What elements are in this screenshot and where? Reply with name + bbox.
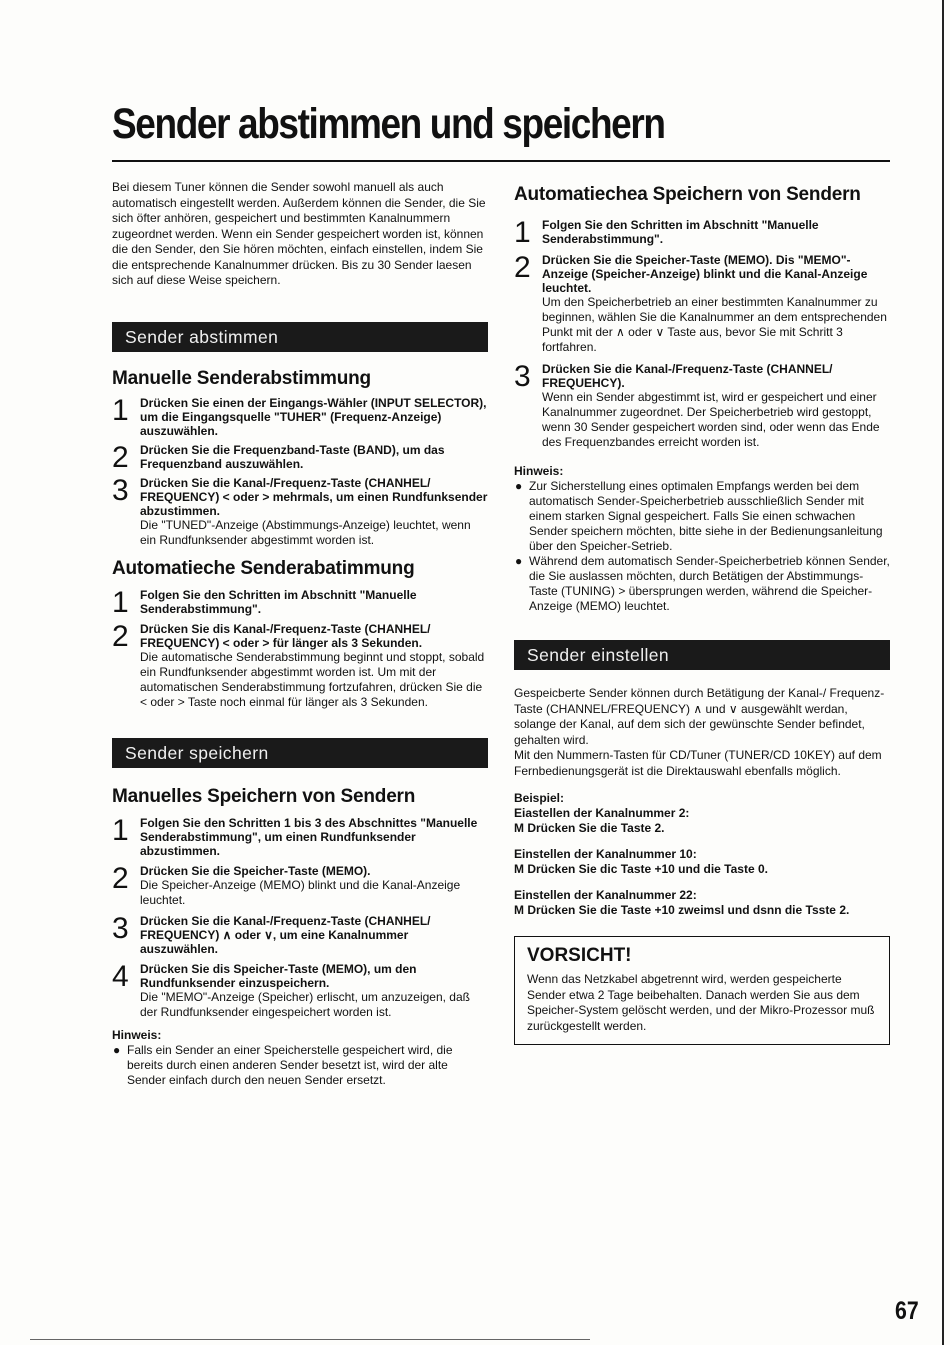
step	[514, 253, 890, 355]
step	[112, 619, 488, 710]
step-instruction: Drücken Sie dis Speicher-Taste (MEMO), um den Rundfunksender einzuspeichern.	[140, 961, 417, 990]
step	[112, 440, 488, 474]
step-number: 2	[112, 861, 129, 895]
step-instruction: Drücken Sie die Frequenzband-Taste (BAND), um das Frequenzband auszuwählen.	[140, 442, 445, 471]
step-number: 1	[514, 216, 531, 249]
bullet-text: Während dem automatisch Sender-Speicherbetrieb können Sender, die Sie auslassen möchten, durch Betätigen der Abstimmungs-Taste (TUNING) > übersprungen werden, während die Speicher-Anzeige (MEMO) leuchtet.	[529, 554, 890, 613]
step-description: Wenn ein Sender abgestimmt ist, wird er gespeichert und einer Kanalnummer zugeordnet. Der Speicherbetrieb wird gestoppt, wenn 30 Sender gespeichert worden sind, oder wenn das Ende des Frequenzbandes erreicht worden ist.	[542, 390, 880, 449]
hinweis-title: Hinweis:	[514, 464, 564, 478]
hinweis-bullet	[514, 554, 890, 614]
step	[514, 216, 890, 249]
beispiel-item	[514, 847, 890, 877]
heading-automatisches-speichern: Automatiechea Speichern von Sendern	[514, 184, 861, 205]
step-number: 3	[112, 473, 129, 507]
step	[514, 362, 890, 450]
step	[112, 585, 488, 619]
section-banner-sender-abstimmen: Sender abstimmen	[112, 322, 488, 352]
bullet-text: Zur Sicherstellung eines optimalen Empfangs werden bei dem automatisch Sender-Speicherbetrieb ausschließlich Sender mit einem starken Signal gespeichert. Falls Sie einen schwachen Sender speichern möchten, bitte siehe in der Bedienungsanleitung über den Speicher-Setrieb.	[529, 479, 883, 553]
heading-manuelles-speichern: Manuelles Speichern von Sendern	[112, 785, 416, 807]
beispiel-action: M Drücken Sie die Taste +10 zweimsl und dsnn die Tsste 2.	[514, 903, 850, 917]
bullet-icon: ●	[515, 479, 523, 493]
beispiel-action: M Drücken Sie die Taste 2.	[514, 821, 665, 835]
vorsicht-text: Wenn das Netzkabel abgetrennt wird, werden gespeicherte Sender etwa 2 Tage beibehalten. Danach werden Sie aus dem Speicher-System gelöscht werden, und der Mikro-Prozessor muß zurückgestellt werden.	[527, 972, 875, 1033]
left-column	[112, 180, 488, 1088]
bullet-icon: ●	[113, 1042, 121, 1057]
hinweis-bullet	[514, 479, 890, 554]
step	[112, 861, 488, 908]
page-number: 67	[895, 1297, 919, 1325]
vorsicht-box	[514, 936, 890, 1045]
step-number: 2	[112, 619, 129, 653]
step-instruction: Drücken Sie dis Kanal-/Frequenz-Taste (CHANHEL/ FREQUENCY) < oder > für länger als 3 Sekunden.	[140, 621, 431, 650]
vorsicht-title: VORSICHT!	[527, 945, 632, 966]
einstellen-paragraph: Gespeicberte Sender können durch Betätigung der Kanal-/ Frequenz-Taste (CHANNEL/FREQUENCY) ∧ und ∨ ausgewählt werdan, solange der Kanal, auf dem sich der gewünschte Sender befindet, gehalten wird.	[514, 686, 885, 747]
beispiel-heading: Eiastellen der Kanalnummer 2:	[514, 806, 690, 820]
step	[112, 959, 488, 1020]
beispiel-item	[514, 888, 890, 918]
beispiel-heading: Einstellen der Kanalnummer 22:	[514, 888, 697, 902]
section-banner-sender-speichern: Sender speichern	[112, 738, 488, 768]
heading-manuelle-senderabstimmung: Manuelle Senderabstimmung	[112, 367, 371, 389]
hinweis-title: Hinweis:	[112, 1027, 162, 1042]
step-number: 1	[112, 393, 129, 427]
page-edge-line	[942, 0, 944, 1345]
step-number: 2	[112, 440, 129, 474]
step-number: 1	[112, 813, 129, 847]
section-banner-sender-einstellen: Sender einstellen	[514, 640, 890, 670]
step	[112, 813, 488, 858]
title-rule	[112, 160, 890, 162]
step-number: 3	[514, 360, 531, 393]
step	[112, 473, 488, 548]
step-description: Die Speicher-Anzeige (MEMO) blinkt und die Kanal-Anzeige leuchtet.	[140, 877, 461, 907]
beispiel-action: M Drücken Sie dic Taste +10 und die Taste 0.	[514, 862, 768, 876]
bullet-icon: ●	[515, 554, 523, 568]
einstellen-paragraph-direct: Mit den Nummern-Tasten für CD/Tuner (TUNER/CD 10KEY) auf dem Fernbedienungsgerät ist die Direktauswahl ebenfalls möglich.	[514, 748, 882, 778]
hinweis-bullet	[112, 1043, 488, 1088]
step-number: 3	[112, 911, 129, 945]
step-description: Die "TUNED"-Anzeige (Abstimmungs-Anzeige) leuchtet, wenn ein Rundfunksender abgestimmt worden ist.	[140, 517, 471, 547]
step-instruction: Drücken Sie die Kanal-/Frequenz-Taste (CHANHEL/ FREQUENCY) < oder > mehrmals, um einen Rundfunksender abzustimmen.	[140, 475, 488, 518]
step-instruction: Drücken Sie einen der Eingangs-Wähler (INPUT SELECTOR), um die Eingangsquelle "TUHER" (Frequenz-Anzeige) auszuwählen.	[140, 395, 487, 438]
step-description: Um den Speicherbetrieb an einer bestimmten Kanalnummer zu beginnen, wählen Sie die Kanalnummer an dem entsprechenden Punkt mit der ∧ oder ∨ Taste aus, bevor Sie mit Schritt 3 fortfahren.	[542, 295, 887, 354]
step-instruction: Drücken Sie die Kanal-/Frequenz-Taste (CHANNEL/ FREQUEHCY).	[542, 362, 833, 390]
beispiel-item	[514, 806, 890, 836]
step-number: 4	[112, 959, 129, 993]
step-instruction: Drücken Sie die Kanal-/Frequenz-Taste (CHANHEL/ FREQUENCY) ∧ oder ∨, um eine Kanalnummer auszuwählen.	[140, 913, 431, 956]
step-number: 2	[514, 251, 531, 284]
step-instruction: Folgen Sie den Schritten im Abschnitt "Manuelle Senderabstimmung".	[542, 218, 819, 246]
right-column	[514, 180, 890, 1045]
intro-paragraph: Bei diesem Tuner können die Sender sowohl manuell als auch automatisch eingestellt werden. Außerdem können die Sender, die Sie sich öfter anhören, gespeichert und bestimmten Kanalnummern zugeordnet werden. Wenn ein Sender gespeichert worden ist, können die den Sender, den Sie hören möchten, einfach einstellen, indem Sie die entsprechende Kanalnummer drücken. Bis zu 30 Sender laesen sich auf diese Weise speichern.	[112, 180, 486, 287]
heading-automatische-senderabstimmung: Automatieche Senderabatimmung	[112, 557, 415, 579]
step-number: 1	[112, 585, 129, 619]
step-instruction: Drücken Sie die Speicher-Taste (MEMO). Dis "MEMO"-Anzeige (Speicher-Anzeige) blinkt und die Kanal-Anzeige leuchtet.	[542, 253, 868, 295]
step	[112, 393, 488, 438]
step-instruction: Folgen Sie den Schritten im Abschnitt "Manuelle Senderabstimmung".	[140, 587, 417, 616]
beispiel-heading: Einstellen der Kanalnummer 10:	[514, 847, 697, 861]
step-instruction: Drücken Sie die Speicher-Taste (MEMO).	[140, 863, 371, 878]
step-instruction: Folgen Sie den Schritten 1 bis 3 des Abschnittes "Manuelle Senderabstimmung", um einen Rundfunksender abzustimmen.	[140, 815, 478, 858]
bullet-text: Falls ein Sender an einer Speicherstelle gespeichert wird, die bereits durch einen anderen Sender besetzt ist, wird der alte Sender einfach durch den neuen Sender ersetzt.	[127, 1042, 453, 1087]
step	[112, 911, 488, 956]
bottom-rule	[30, 1339, 590, 1340]
beispiel-title: Beispiel:	[514, 791, 565, 805]
step-description: Die automatische Senderabstimmung beginnt und stoppt, sobald ein Rundfunksender abgestimmt worden ist. Um mit der automatischen Senderabstimmung fortzufahren, drücken Sie die < oder > Taste noch einmal für länger als 3 Sekunden.	[140, 649, 485, 709]
step-description: Die "MEMO"-Anzeige (Speicher) erlischt, um anzuzeigen, daß der Rundfunksender eingespeichert worden ist.	[140, 989, 470, 1019]
page-title: Sender abstimmen und speichern	[112, 100, 665, 148]
